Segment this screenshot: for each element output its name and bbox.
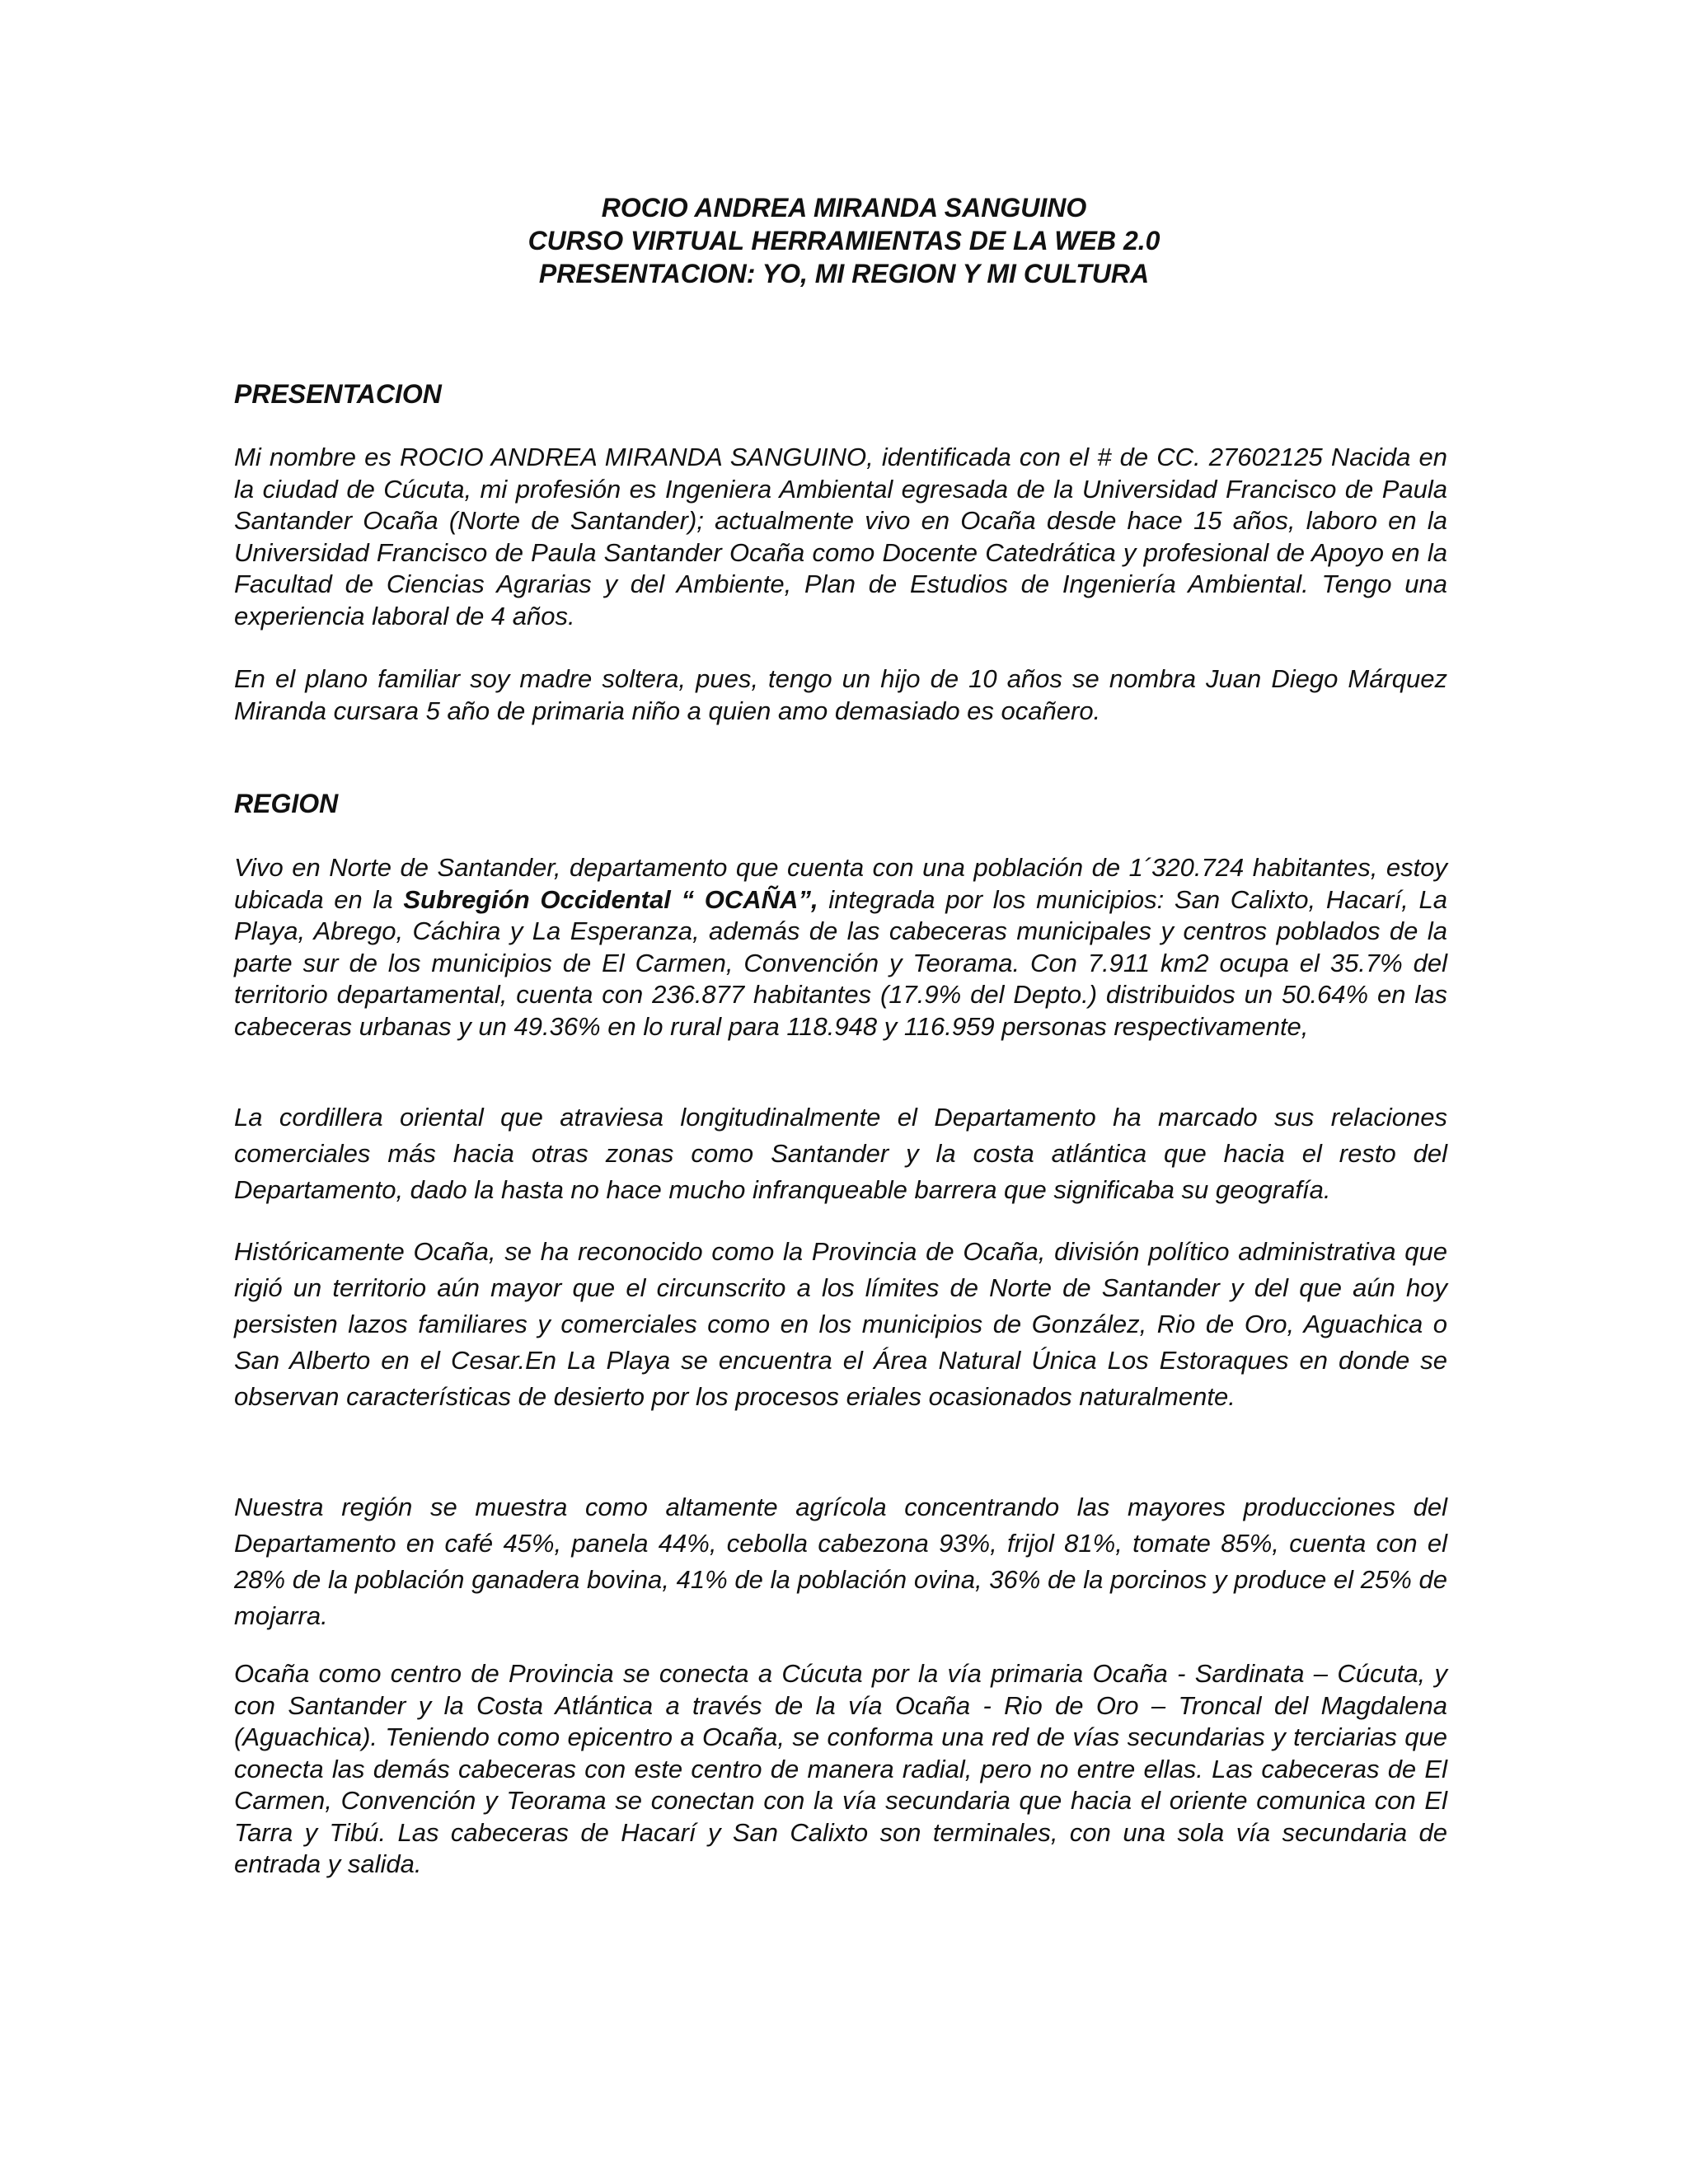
- section-heading-presentacion: PRESENTACION: [234, 379, 442, 409]
- presentacion-paragraph-1: Mi nombre es ROCIO ANDREA MIRANDA SANGUINO, identificada con el # de CC. 27602125 Nacida en la ciudad de Cúcuta, mi profesión es Ingeniera Ambiental egresada de la Universidad Francisco de Paula Santander Ocaña (Norte de Santander); actualmente vivo en Ocaña desde hace 15 años, laboro en la Universidad Francisco de Paula Santander Ocaña como Docente Catedrática y profesional de Apoyo en la Facultad de Ciencias Agrarias y del Ambiente, Plan de Estudios de Ingeniería Ambiental. Tengo una experiencia laboral de 4 años.: [234, 443, 1447, 630]
- region-paragraph-4: Nuestra región se muestra como altamente agrícola concentrando las mayores producciones del Departamento en café 45%, panela 44%, cebolla cabezona 93%, frijol 81%, tomate 85%, cuenta con el 28% de la población ganadera bovina, 41% de la población ovina, 36% de la porcinos y produce el 25% de mojarra.: [234, 1493, 1447, 1630]
- author-name: ROCIO ANDREA MIRANDA SANGUINO: [601, 193, 1087, 223]
- document-header: [0, 191, 1688, 290]
- section-heading-region: REGION: [234, 789, 339, 818]
- region-paragraph-2: La cordillera oriental que atraviesa longitudinalmente el Departamento ha marcado sus relaciones comerciales más hacia otras zonas como Santander y la costa atlántica que hacia el resto del Departamento, dado la hasta no hace mucho infranqueable barrera que significaba su geografía.: [234, 1103, 1447, 1204]
- presentacion-paragraph-2: En el plano familiar soy madre soltera, pues, tengo un hijo de 10 años se nombra Juan Diego Márquez Miranda cursara 5 año de primaria niño a quien amo demasiado es ocañero.: [234, 664, 1447, 725]
- region-p1-text-end: integrada por los municipios: San Calixto, Hacarí, La Playa, Abrego, Cáchira y La Esperanza, además de las cabeceras municipales y centros poblados de la parte sur de los municipios de El Carmen, Convención y Teorama. Con 7.911 km2 ocupa el 35.7% del territorio departamental, cuenta con 236.877 habitantes (17.9% del Depto.) distribuidos un 50.64% en las cabeceras urbanas y un 49.36% en lo rural para 118.948 y 116.959 personas respectivamente,: [234, 884, 1447, 1041]
- course-title: CURSO VIRTUAL HERRAMIENTAS DE LA WEB 2.0: [528, 226, 1160, 255]
- region-p1-text-start: Vivo en Norte de Santander, departamento que cuenta con una población de 1´320.724 habitantes, estoy ubicada en la: [234, 853, 1447, 914]
- region-paragraph-5: Ocaña como centro de Provincia se conecta a Cúcuta por la vía primaria Ocaña - Sardinata – Cúcuta, y con Santander y la Costa Atlántica a través de la vía Ocaña - Rio de Oro – Troncal del Magdalena (Aguachica). Teniendo como epicentro a Ocaña, se conforma una red de vías secundarias y terciarias que conecta las demás cabeceras con este centro de manera radial, pero no entre ellas. Las cabeceras de El Carmen, Convención y Teorama se conectan con la vía secundaria que hacia el oriente comunica con El Tarra y Tibú. Las cabeceras de Hacarí y San Calixto son terminales, con una sola vía secundaria de entrada y salida.: [234, 1659, 1447, 1878]
- presentation-title: PRESENTACION: YO, MI REGION Y MI CULTURA: [538, 259, 1150, 288]
- region-paragraph-1: [234, 852, 1447, 1043]
- region-paragraph-3: Históricamente Ocaña, se ha reconocido como la Provincia de Ocaña, división político administrativa que rigió un territorio aún mayor que el circunscrito a los límites de Norte de Santander y del que aún hoy persisten lazos familiares y comerciales como en los municipios de González, Rio de Oro, Aguachica o San Alberto en el Cesar.En La Playa se encuentra el Área Natural Única Los Estoraques en donde se observan características de desierto por los procesos eriales ocasionados naturalmente.: [234, 1237, 1447, 1411]
- region-p1-subregion-bold: Subregión Occidental “ OCAÑA”,: [403, 884, 818, 914]
